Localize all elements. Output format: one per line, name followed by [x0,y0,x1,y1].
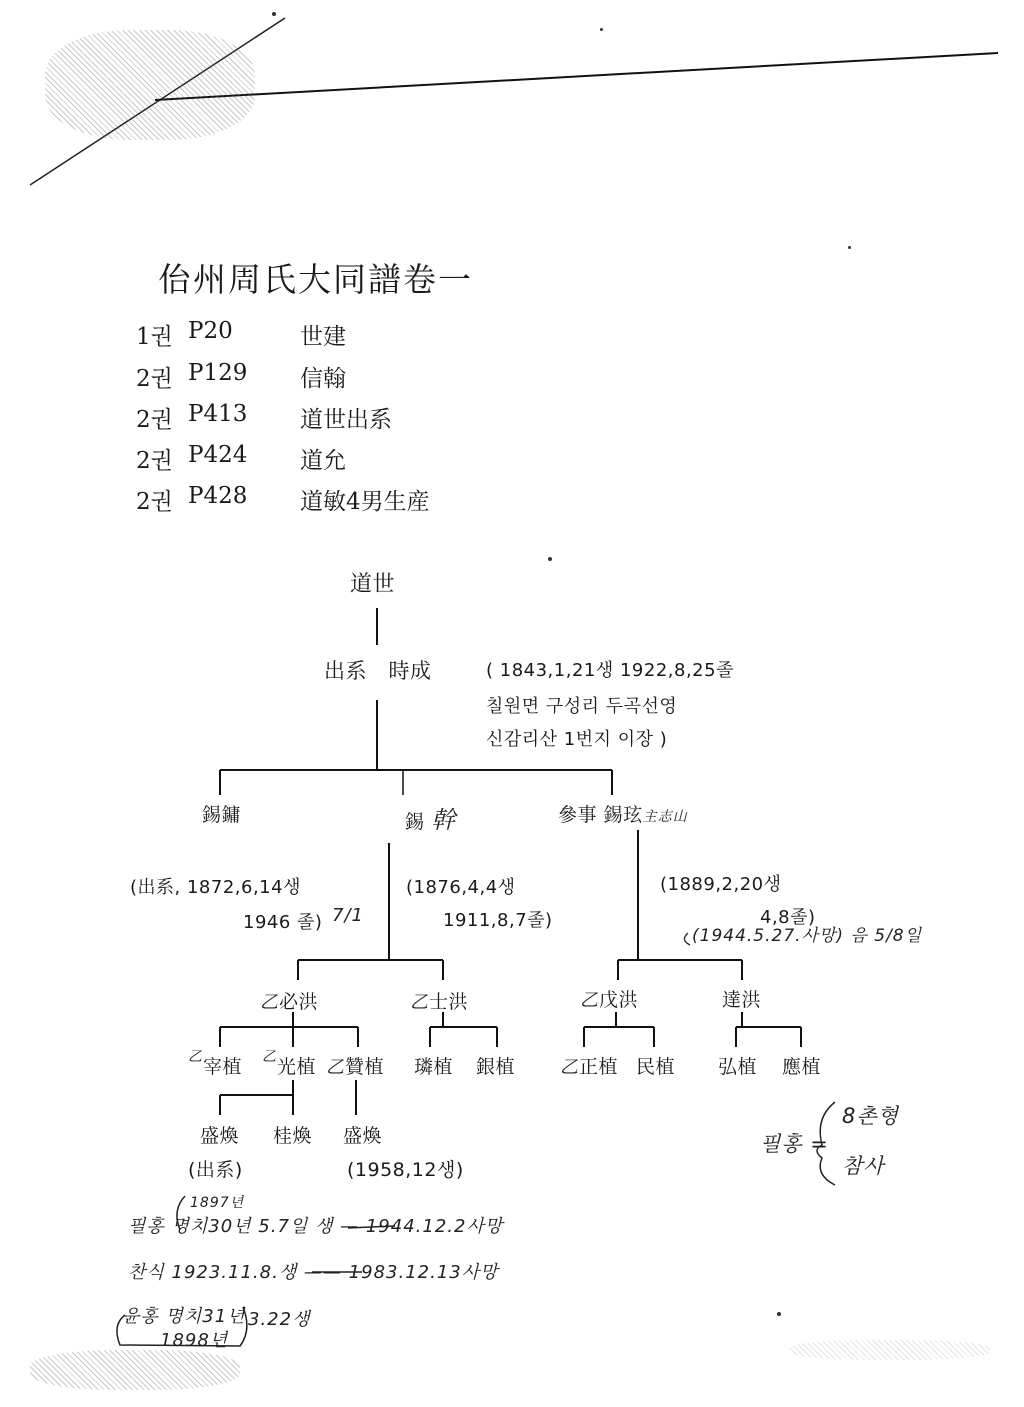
handwritten-bracket-label: 필홍 = [760,1132,829,1156]
gen4-name [188,1049,243,1079]
toc-page: P424 [188,442,248,468]
toc-name: 信翰 [300,366,346,392]
page-title: 佁州周氏大同譜卷一 [158,260,473,299]
gen4-name [326,1052,384,1079]
gen2-note: 1911,8,7졸) [443,910,553,931]
gen4-mark: 乙 [262,1049,277,1065]
gen2-name [405,800,456,835]
gen4-name [476,1052,515,1079]
gen2-handwritten-note: 7/1 [332,905,364,926]
scan-speck [548,557,552,561]
gen5-name: 盛煥 [343,1125,383,1147]
gen2-note: (1876,4,4생 [406,877,516,898]
gen4-name [414,1052,453,1079]
handwritten-note: 1897년 [190,1195,245,1211]
gen2-handwritten-note: (1944.5.27.사망) 음 5/8일 [692,926,923,946]
gen3-name [260,987,318,1014]
gen2-name-text: 錫玹 [603,804,643,826]
gen5-name: 盛煥 [200,1125,240,1147]
scan-smudge [790,1340,990,1360]
gen3-name [722,985,761,1012]
gen2-name [202,800,241,827]
gen5-name: 桂煥 [273,1125,313,1147]
scan-speck [600,28,603,31]
toc-volume: 2권 [136,366,173,392]
gen2-name-text: 錫 [202,804,222,826]
gen4-mark: 乙 [560,1057,579,1078]
gen3-name-text: 達洪 [722,989,762,1011]
gen1-note: 신감리산 1번지 이장 ) [486,729,668,750]
gen2-handwritten-glyph: 幹 [431,806,457,834]
gen4-name-text: 應植 [782,1056,822,1078]
gen2-note: 4,8졸) [760,907,816,928]
gen5-note: (1958,12생) [347,1159,464,1181]
toc-name: 道世出系 [300,407,392,433]
gen3-name [410,987,468,1014]
scan-smudge [45,30,255,140]
handwritten-note: 필홍 명치30년 5.7일 생 — 1944.12.2사망 [128,1216,504,1237]
toc-page: P428 [188,483,248,509]
gen4-name-text: 宰植 [203,1056,243,1078]
gen4-name-text: 民植 [636,1056,676,1078]
gen1-note: 칠원면 구성리 두곡선영 [486,696,678,717]
scan-speck [272,12,276,16]
gen4-mark: 乙 [188,1049,203,1065]
handwritten-note: 1898년 [160,1330,229,1351]
gen4-name [560,1052,618,1079]
gen4-name-text: 光植 [277,1056,317,1078]
gen4-name [782,1052,821,1079]
scan-speck [777,1312,781,1316]
gen3-mark: 乙 [410,992,429,1013]
toc-page: P129 [188,360,248,386]
toc-name: 道允 [300,448,346,474]
gen2-name-glyph: 鏞 [221,804,242,826]
toc-volume: 2권 [136,489,173,515]
gen4-name-text: 正植 [579,1056,619,1078]
toc-page: P20 [188,318,233,344]
gen2-note: 1946 졸) [243,912,323,933]
scan-speck [848,246,851,249]
scan-smudge [30,1350,240,1390]
handwritten-bracket-bottom: 참사 [842,1154,885,1178]
handwritten-note: 3.22생 [248,1309,311,1330]
gen4-name-text: 贊植 [345,1056,385,1078]
gen2-note: (1889,2,20생 [660,874,782,895]
gen1-note: ( 1843,1,21생 1922,8,25졸 [486,660,734,681]
gen4-name [636,1052,675,1079]
gen3-name-text: 士洪 [429,991,469,1013]
gen3-name-text: 必洪 [279,991,319,1013]
toc-name: 道敏4男生産 [300,489,430,515]
toc-volume: 1권 [136,324,173,350]
gen3-mark: 乙 [580,990,599,1011]
gen3-name-text: 戊洪 [599,989,639,1011]
handwritten-note: 윤홍 명치31년 [122,1306,246,1327]
toc-name: 世建 [300,324,346,350]
gen4-name-text: 弘植 [718,1056,758,1078]
gen2-name [558,800,688,827]
gen4-name-text: 銀植 [476,1056,516,1078]
tree-root: 道世 [350,572,396,597]
toc-volume: 2권 [136,448,173,474]
toc-volume: 2권 [136,407,173,433]
gen2-prefix: 參事 [558,804,598,826]
gen5-note: (出系) [188,1159,243,1181]
gen1-name: 出系 時成 [324,659,432,683]
gen4-name-text: 璘植 [414,1056,454,1078]
gen2-name-text: 錫 [405,811,425,833]
gen2-handwritten-suffix: 主志山 [642,809,688,825]
handwritten-bracket-top: 8촌형 [842,1104,899,1128]
handwritten-note: 찬식 1923.11.8.생 —— 1983.12.13사망 [128,1262,499,1283]
gen4-name [262,1049,317,1079]
gen4-mark: 乙 [326,1057,345,1078]
toc-page: P413 [188,401,248,427]
gen3-name [580,985,638,1012]
gen3-mark: 乙 [260,992,279,1013]
gen2-note: (出系, 1872,6,14생 [130,877,301,898]
gen4-name [718,1052,757,1079]
